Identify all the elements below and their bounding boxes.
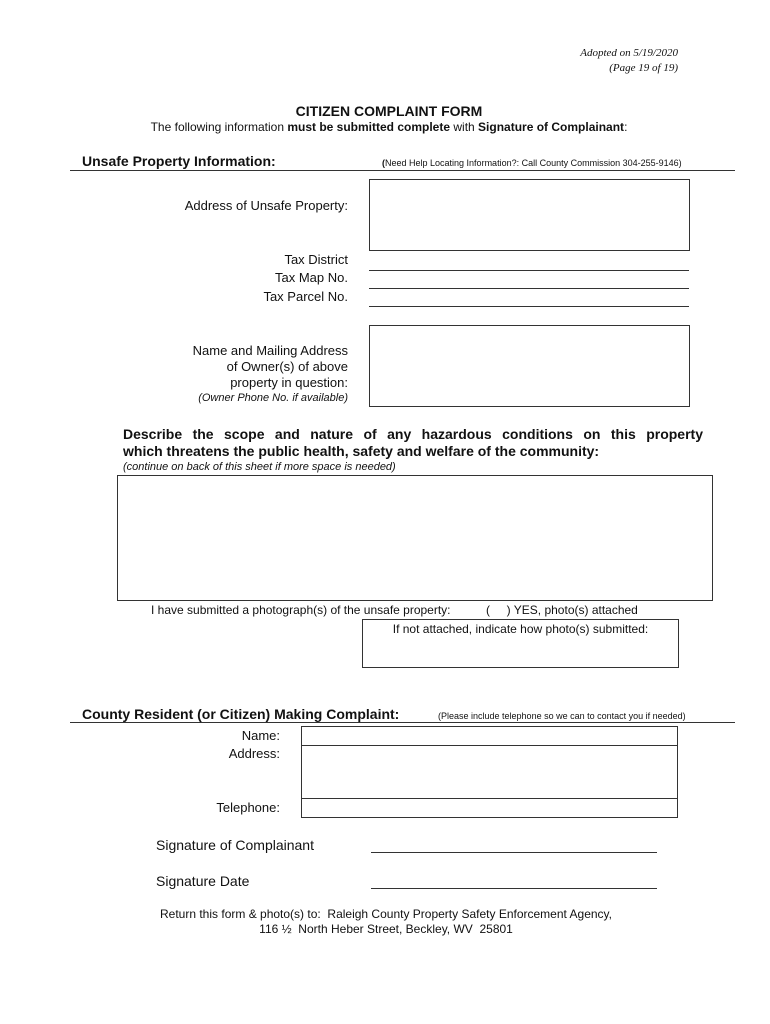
resident-name-field[interactable] (301, 726, 678, 746)
section-divider (70, 170, 735, 171)
describe-heading-line2: which threatens the public health, safety and welfare of the community: (123, 443, 600, 459)
owner-address-field[interactable] (369, 325, 690, 407)
describe-note: (continue on back of this sheet if more space is needed) (123, 461, 396, 473)
tax-map-field[interactable] (369, 288, 689, 289)
section-divider (70, 722, 735, 723)
help-note-text: Need Help Locating Information?: Call County Commission 304-255-9146) (385, 158, 682, 168)
adopted-date: Adopted on 5/19/2020 (580, 47, 678, 59)
property-address-field[interactable] (369, 179, 690, 251)
help-note-paren: ( (382, 158, 385, 168)
subtitle-emphasis: Signature of Complainant (478, 120, 625, 134)
telephone-label: Telephone: (216, 800, 280, 815)
page-number: (Page 19 of 19) (609, 62, 678, 74)
signature-field[interactable] (371, 852, 657, 853)
form-title: CITIZEN COMPLAINT FORM (295, 103, 483, 119)
photo-yes-checkbox[interactable]: ( ) YES, photo(s) attached (486, 603, 638, 617)
subtitle-text: with (450, 120, 479, 134)
tax-parcel-field[interactable] (369, 306, 689, 307)
hazard-description-field[interactable] (117, 475, 713, 601)
return-address-line2: 116 ½ North Heber Street, Beckley, WV 25801 (259, 922, 513, 936)
subtitle-text: The following information (150, 120, 288, 134)
tax-district-label: Tax District (284, 252, 348, 267)
resident-telephone-field[interactable] (301, 798, 678, 818)
tax-district-field[interactable] (369, 270, 689, 271)
unsafe-property-heading: Unsafe Property Information: (82, 153, 276, 169)
owner-label-line3: property in question: (230, 375, 348, 390)
owner-phone-label: (Owner Phone No. if available) (198, 392, 348, 404)
subtitle-emphasis: must be submitted complete (287, 120, 451, 134)
subtitle-text: : (624, 120, 628, 134)
name-label: Name: (241, 728, 280, 743)
photo-not-attached-label: If not attached, indicate how photo(s) submitted: (392, 622, 649, 636)
resident-note: (Please include telephone so we can to contact you if needed) (438, 711, 686, 721)
signature-date-field[interactable] (371, 888, 657, 889)
resident-heading: County Resident (or Citizen) Making Complaint: (82, 706, 400, 722)
photo-method-field[interactable] (362, 619, 679, 668)
owner-label-line1: Name and Mailing Address (192, 343, 348, 358)
tax-parcel-label: Tax Parcel No. (263, 289, 348, 304)
photo-statement: I have submitted a photograph(s) of the unsafe property: (151, 603, 451, 617)
help-note (382, 158, 682, 168)
resident-address-field[interactable] (301, 745, 678, 799)
tax-map-label: Tax Map No. (275, 270, 348, 285)
describe-heading-line1: Describe the scope and nature of any hazardous conditions on this property (123, 426, 703, 442)
signature-date-label: Signature Date (156, 873, 250, 889)
form-subtitle (0, 120, 770, 134)
signature-label: Signature of Complainant (156, 837, 314, 853)
return-address-line1: Return this form & photo(s) to: Raleigh County Property Safety Enforcement Agency, (160, 907, 612, 921)
address-label-resident: Address: (228, 746, 280, 761)
owner-label-line2: of Owner(s) of above (226, 359, 348, 374)
address-label: Address of Unsafe Property: (184, 198, 348, 213)
